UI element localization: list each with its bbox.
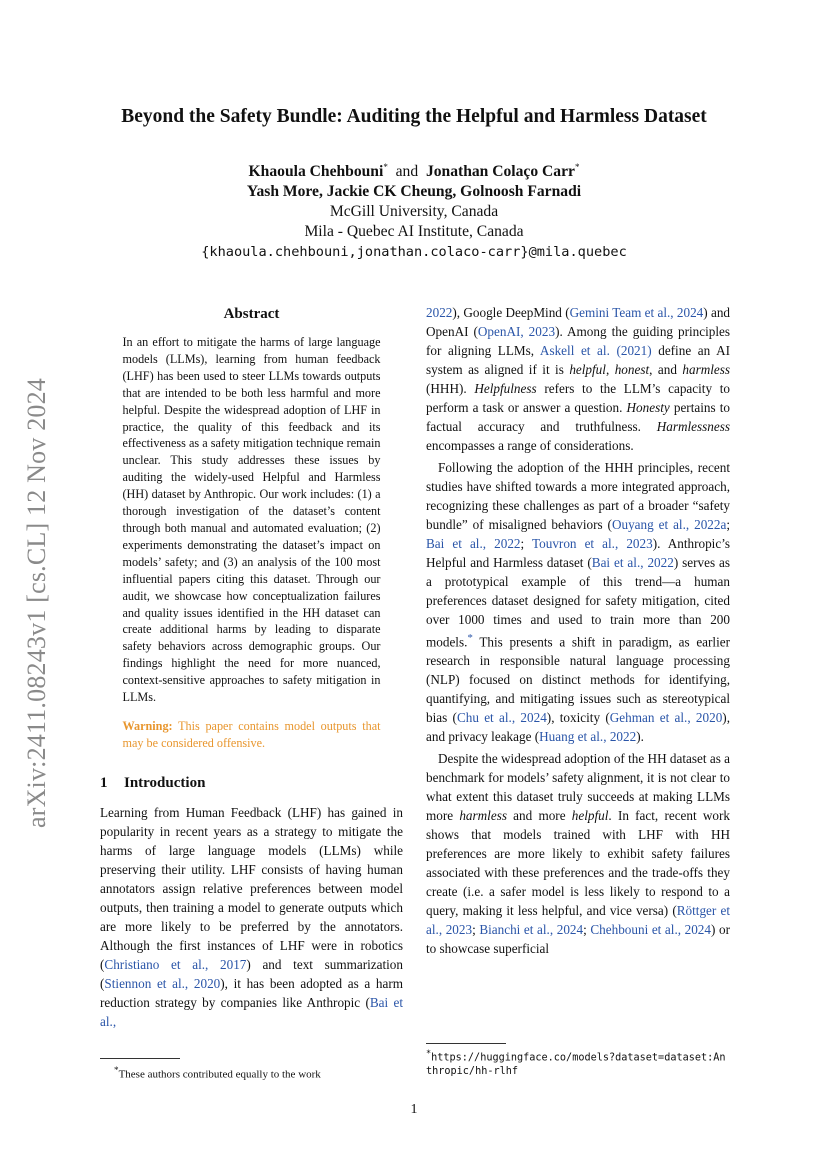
paragraph-text: ). Anthropic’s Helpful and Harmless dataset (: [426, 536, 730, 570]
paragraph-text: , and: [649, 362, 683, 377]
citation-link[interactable]: Askell et al. (2021): [539, 343, 652, 358]
author-block: [80, 157, 748, 262]
footnote-mark[interactable]: *: [467, 632, 473, 644]
arxiv-identifier-text: arXiv:2411.08243v1 [cs.CL] 12 Nov 2024: [22, 377, 51, 828]
citation-link[interactable]: Touvron et al., 2023: [532, 536, 653, 551]
citation-link[interactable]: Bai et al.,: [100, 994, 403, 1029]
paragraph-text: ), Google DeepMind (: [452, 305, 570, 320]
citation-link[interactable]: Röttger et al., 2023: [426, 903, 730, 938]
paragraph-text: ;: [726, 517, 730, 532]
citation-link[interactable]: Bai et al., 2022: [426, 536, 521, 551]
paragraph-text: pertains to factual accuracy and truthfulness.: [426, 400, 730, 434]
warning-label: Warning:: [122, 718, 173, 733]
author-name: Jonathan Colaço Carr: [425, 163, 575, 181]
citation-link[interactable]: 2022: [426, 305, 453, 320]
citation-link[interactable]: Stiennon et al., 2020: [104, 975, 221, 991]
equal-contribution-mark: *: [574, 162, 580, 172]
paragraph-text: ) serves as a prototypical example of this trend—a human preferences dataset designed for safety mitigation, cited over 1000 times and used to train more than 200 models.: [426, 555, 730, 650]
section-title: Introduction: [124, 774, 206, 791]
paragraph-text: ), and privacy leakage (: [426, 710, 730, 745]
intro-paragraph-1-continued: [426, 303, 730, 455]
citation-link[interactable]: Christiano et al., 2017: [104, 956, 247, 972]
footnote-dataset-url: [426, 1047, 726, 1079]
affiliation: McGill University, Canada: [329, 203, 499, 221]
paper-title: Beyond the Safety Bundle: Auditing the Helpful and Harmless Dataset: [121, 106, 707, 127]
equal-contribution-mark: *: [383, 162, 388, 172]
paragraph-text: encompasses a range of considerations.: [426, 438, 634, 453]
citation-link[interactable]: Bai et al., 2022: [591, 555, 674, 570]
paragraph-text: ;: [583, 922, 591, 938]
paragraph-text: define an AI system as aligned if it is: [426, 343, 730, 377]
paragraph-text: Learning from Human Feedback (LHF) has gained in popularity in recent years as a strategy to mitigate the harms of large language models (LLMs) while preserving their utility. LHF consists of having human annotators assign relative preferences between model outputs, then training a model to generate outputs which are more likely to be preferred by the annotators. Although the first instances of LHF were in robotics (: [100, 804, 403, 972]
intro-paragraph-2: [426, 458, 730, 746]
citation-link[interactable]: Chehbouni et al., 2024: [590, 922, 711, 938]
footnote-divider: [100, 1058, 180, 1059]
paragraph-text: Despite the widespread adoption of the HH dataset as a benchmark for models’ safety alignment, it is not clear to what extent this dataset truly succeeds at making LLMs more: [426, 751, 730, 824]
emphasis-text: harmless: [682, 362, 730, 377]
emphasis-text: Honesty: [626, 400, 670, 415]
paragraph-text: ,: [605, 362, 615, 377]
emphasis-text: Harmlessness: [656, 419, 730, 434]
paragraph-text: ), toxicity (: [546, 710, 610, 726]
citation-link[interactable]: Ouyang et al., 2022a: [611, 517, 727, 532]
abstract-text: In an effort to mitigate the harms of large language models (LLMs), learning from human feedback (LHF) has been used to steer LLMs towards outputs that are intended to be both less harmful and more helpful. Despite the widespread adoption of LHF in practice, the quality of this feedback and its effectiveness as a safety mitigation technique remain unclear. This study addresses these issues by auditing the widely-used Helpful and Harmless (HH) dataset by Anthropic. Our work includes: (1) a thorough investigation of the dataset’s content through both manual and automated evaluation; (2) experiments demonstrating the dataset’s impact on models’ safety; and (3) an analysis of the 100 most influential papers citing this dataset. Through our audit, we showcase how conceptualization failures and quality issues identified in the HH dataset can create additional harms by leading to disparate safety behaviors across demographic groups. Our findings highlight the need for more nuanced, context-sensitive approaches to safety mitigation in LLMs.: [122, 335, 381, 705]
paragraph-text: ;: [472, 922, 480, 938]
citation-link[interactable]: Chu et al., 2024: [456, 710, 547, 726]
emphasis-text: honest: [614, 362, 650, 377]
affiliation: Mila - Quebec AI Institute, Canada: [304, 223, 524, 241]
section-number: 1: [100, 774, 108, 791]
paragraph-text: ;: [520, 536, 533, 551]
footnote-mark: *: [114, 1065, 119, 1075]
emphasis-text: helpful: [569, 362, 606, 377]
intro-paragraph-3: [426, 749, 730, 958]
emphasis-text: helpful: [571, 808, 609, 824]
citation-link[interactable]: Bianchi et al., 2024: [479, 922, 584, 938]
paragraph-text: ) or to showcase superficial: [426, 922, 730, 957]
dataset-url-link[interactable]: https://huggingface.co/models?dataset=dataset:Anthropic/hh-rlhf: [426, 1052, 726, 1078]
paragraph-text: This presents a shift in paradigm, as earlier research in responsible natural language processing (NLP) focused on distinct methods for identifying, quantifying, and mitigating issues such as stereotypical bias (: [426, 634, 730, 726]
abstract-heading: Abstract: [223, 306, 280, 322]
content-warning: [123, 718, 381, 752]
citation-link[interactable]: OpenAI, 2023: [477, 324, 556, 339]
citation-link[interactable]: Gemini Team et al., 2024: [569, 305, 704, 320]
left-column: [100, 305, 403, 1031]
emphasis-text: Helpfulness: [474, 381, 537, 396]
citation-link[interactable]: Huang et al., 2022: [539, 729, 637, 745]
footnote-text: These authors contributed equally to the work: [118, 1068, 321, 1081]
paragraph-text: ), it has been adopted as a harm reduction strategy by companies like Anthropic (: [100, 975, 403, 1010]
paragraph-text: and more: [506, 808, 572, 824]
paragraph-text: Following the adoption of the HHH principles, recent studies have shifted towards a more integrated approach, recognizing these challenges as part of a broader “safety bundle” of misaligned behaviors (: [426, 460, 730, 532]
section-heading-introduction: [100, 774, 403, 793]
emphasis-text: harmless: [459, 808, 507, 824]
author-conjunction: and: [395, 163, 419, 181]
footnote-divider: [426, 1043, 506, 1044]
arxiv-identifier-stamp: [22, 360, 52, 845]
intro-paragraph-1: [100, 803, 403, 1031]
warning-text: This paper contains model outputs that may be considered offensive.: [122, 718, 381, 750]
authors-line-2: Yash More, Jackie CK Cheung, Golnoosh Farnadi: [246, 183, 582, 201]
author-email: {khaoula.chehbouni,jonathan.colaco-carr}@mila.quebec: [201, 244, 627, 261]
citation-link[interactable]: Gehman et al., 2020: [609, 710, 723, 726]
paragraph-text: ) and text summarization (: [100, 956, 403, 991]
paragraph-text: refers to the LLM’s capacity to perform a task or answer a question.: [426, 381, 731, 415]
paragraph-text: (HHH).: [426, 381, 475, 396]
authors-line-1: [80, 157, 748, 182]
right-column: [426, 303, 730, 958]
footnote-equal-contribution: [114, 1063, 404, 1082]
paragraph-text: . In fact, recent work shows that models trained with LHF with HH preferences are more likely to exhibit safety failures associated with these preferences and the trade-offs they create (i.e. a safer model is less likely to respond to a query, making it less helpful, and vice versa) (: [426, 808, 730, 919]
paragraph-text: ) and OpenAI (: [426, 305, 731, 339]
author-name: Khaoula Chehbouni: [248, 163, 384, 181]
paragraph-text: ). Among the guiding principles for aligning LLMs,: [426, 324, 731, 358]
page-number: 1: [410, 1102, 418, 1117]
footnote-mark: *: [426, 1049, 432, 1059]
paragraph-text: ).: [636, 729, 644, 745]
